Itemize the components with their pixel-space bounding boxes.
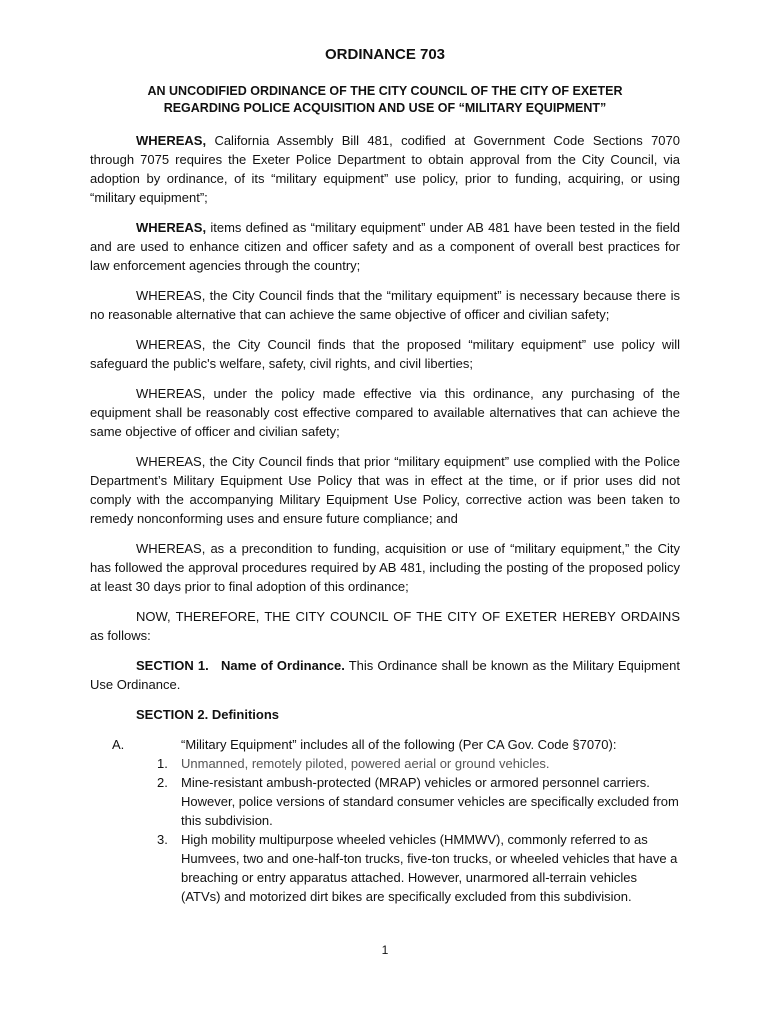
whereas-paragraph-4: WHEREAS, the City Council finds that the proposed “military equipment” use policy will safeguard the public's welfare, safety, civil rights, and civil liberties; [90, 337, 680, 371]
whereas-paragraph-1: WHEREAS, California Assembly Bill 481, codified at Government Code Sections 7070 through 7075 requires the Exeter Police Department to obtain approval from the City Council, via adoption by ordinance, of its “military equipment” use policy, prior to funding, acquiring, or using “military equipment”; [90, 133, 680, 205]
whereas-paragraph-5: WHEREAS, under the policy made effective via this ordinance, any purchasing of the equipment shall be reasonably cost effective compared to available alternatives that can achieve the same objective of officer and civilian safety; [90, 386, 680, 439]
whereas-paragraph-2: WHEREAS, items defined as “military equipment” under AB 481 have been tested in the field and are used to enhance citizen and officer safety and as a component of overall best practices for law enforcement agencies through the country; [90, 220, 680, 273]
page-number: 1 [381, 943, 389, 957]
list-item: 3. High mobility multipurpose wheeled vehicles (HMMWV), commonly referred to as Humvees, two and one-half-ton trucks, five-ton trucks, or wheeled vehicles that have a breaching or entry apparatus attached. However, unarmored all-terrain vehicles (ATVs) and motorized dirt bikes are specifically excluded from this subdivision. [157, 832, 678, 904]
whereas-label: WHEREAS, [136, 133, 207, 148]
definition-a [90, 735, 680, 754]
section-1-label: SECTION 1. [136, 658, 209, 673]
definition-letter: A. [112, 737, 125, 752]
now-therefore-paragraph: NOW, THEREFORE, THE CITY COUNCIL OF THE CITY OF EXETER HEREBY ORDAINS as follows: [90, 609, 680, 643]
section-1-heading: Name of Ordinance. [221, 658, 345, 673]
section-1 [90, 656, 680, 694]
military-equipment-list [90, 754, 680, 906]
ordinance-subtitle [90, 83, 680, 117]
ordinance-title: ORDINANCE 703 [324, 46, 446, 63]
definition-text: “Military Equipment” includes all of the following (Per CA Gov. Code §7070): [181, 737, 617, 752]
list-item: 2. Mine-resistant ambush-protected (MRAP) vehicles or armored personnel carriers. However, police versions of standard consumer vehicles are specifically excluded from this subdivision. [157, 775, 679, 828]
section-1-text: This Ordinance shall be known as the Military Equipment Use Ordinance. [90, 658, 680, 692]
ordinance-body [90, 131, 680, 906]
whereas-paragraph-7: WHEREAS, as a precondition to funding, acquisition or use of “military equipment,” the City has followed the approval procedures required by AB 481, including the posting of the proposed policy at least 30 days prior to final adoption of this ordinance; [90, 541, 680, 594]
whereas-label: WHEREAS, [136, 220, 207, 235]
subtitle-line-1: AN UNCODIFIED ORDINANCE OF THE CITY COUNCIL OF THE CITY OF EXETER [147, 84, 623, 98]
list-item: 1. Unmanned, remotely piloted, powered aerial or ground vehicles. [157, 756, 550, 771]
whereas-paragraph-3: WHEREAS, the City Council finds that the “military equipment” is necessary because there is no reasonable alternative that can achieve the same objective of officer and civilian safety; [90, 288, 680, 322]
whereas-paragraph-6: WHEREAS, the City Council finds that prior “military equipment” use complied with the Police Department’s Military Equipment Use Policy that was in effect at the time, or if prior uses did not comply with the accompanying Military Equipment Use Policy, corrective action was been taken to remedy nonconforming uses and ensure future compliance; and [90, 454, 680, 526]
section-2-heading: SECTION 2. Definitions [136, 707, 280, 722]
subtitle-line-2: REGARDING POLICE ACQUISITION AND USE OF “MILITARY EQUIPMENT” [163, 101, 607, 115]
